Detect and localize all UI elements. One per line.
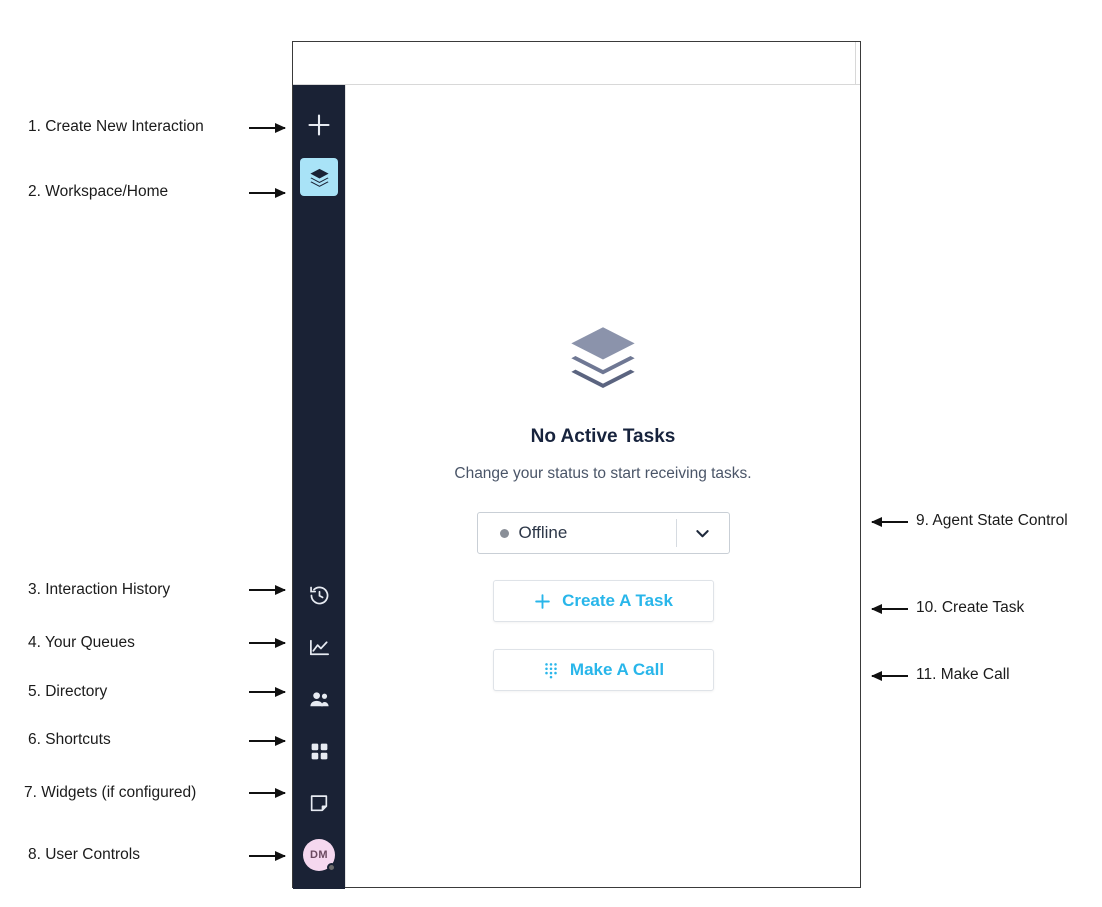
annotation-arrow-3 bbox=[249, 589, 285, 591]
app-top-bar-segment bbox=[855, 42, 860, 85]
line-chart-icon bbox=[308, 636, 331, 659]
annotation-label-4: 4. Your Queues bbox=[28, 634, 135, 651]
annotation-arrow-9 bbox=[872, 521, 908, 523]
agent-state-value: Offline bbox=[518, 523, 568, 542]
left-nav-rail bbox=[293, 85, 345, 889]
plus-icon bbox=[533, 592, 552, 611]
annotation-arrow-7 bbox=[249, 792, 285, 794]
sidebar-item-interaction-history[interactable] bbox=[300, 576, 338, 614]
page-title: No Active Tasks bbox=[530, 426, 676, 447]
agent-state-select[interactable] bbox=[477, 512, 730, 554]
annotation-label-5: 5. Directory bbox=[28, 683, 108, 700]
annotation-label-11: 11. Make Call bbox=[916, 666, 1010, 683]
annotation-label-9: 9. Agent State Control bbox=[916, 512, 1068, 529]
main-content bbox=[345, 85, 860, 887]
create-a-task-label: Create A Task bbox=[562, 591, 673, 610]
annotation-arrow-5 bbox=[249, 691, 285, 693]
sidebar-item-directory[interactable] bbox=[300, 680, 338, 718]
annotation-arrow-1 bbox=[249, 127, 285, 129]
annotation-label-1: 1. Create New Interaction bbox=[28, 118, 204, 135]
avatar-initials: DM bbox=[309, 849, 329, 861]
sidebar-item-shortcuts[interactable] bbox=[300, 732, 338, 770]
plus-icon bbox=[306, 112, 332, 138]
annotation-label-6: 6. Shortcuts bbox=[28, 731, 111, 748]
avatar[interactable] bbox=[303, 839, 335, 871]
people-icon bbox=[308, 688, 331, 711]
annotation-arrow-11 bbox=[872, 675, 908, 677]
annotation-label-7: 7. Widgets (if configured) bbox=[24, 784, 197, 801]
annotation-label-8: 8. User Controls bbox=[28, 846, 140, 863]
sidebar-item-user-controls[interactable] bbox=[300, 836, 338, 874]
annotation-label-3: 3. Interaction History bbox=[28, 581, 171, 598]
app-top-bar bbox=[293, 42, 860, 85]
status-dot-icon bbox=[500, 529, 509, 538]
annotation-arrow-10 bbox=[872, 608, 908, 610]
annotation-label-10: 10. Create Task bbox=[916, 599, 1025, 616]
make-a-call-label: Make A Call bbox=[569, 660, 665, 679]
sidebar-item-create-new-interaction[interactable] bbox=[300, 106, 338, 144]
note-panel-icon bbox=[308, 792, 330, 814]
dialpad-icon bbox=[542, 661, 560, 679]
annotation-label-2: 2. Workspace/Home bbox=[28, 183, 169, 200]
grid-squares-icon bbox=[309, 741, 330, 762]
sidebar-item-workspace-home[interactable] bbox=[300, 158, 338, 196]
empty-state-subtitle: Change your status to start receiving tasks. bbox=[454, 465, 752, 482]
app-window bbox=[292, 41, 861, 888]
layers-icon bbox=[308, 166, 331, 189]
make-a-call-button[interactable] bbox=[493, 649, 714, 691]
presence-dot-icon bbox=[327, 863, 336, 872]
annotation-arrow-6 bbox=[249, 740, 285, 742]
chevron-down-icon[interactable] bbox=[677, 524, 729, 543]
annotation-arrow-2 bbox=[249, 192, 285, 194]
history-clock-icon bbox=[308, 584, 331, 607]
empty-state-layers-icon bbox=[565, 319, 641, 400]
annotation-arrow-8 bbox=[249, 855, 285, 857]
sidebar-item-widgets[interactable] bbox=[300, 784, 338, 822]
create-a-task-button[interactable] bbox=[493, 580, 714, 622]
sidebar-item-your-queues[interactable] bbox=[300, 628, 338, 666]
annotation-arrow-4 bbox=[249, 642, 285, 644]
